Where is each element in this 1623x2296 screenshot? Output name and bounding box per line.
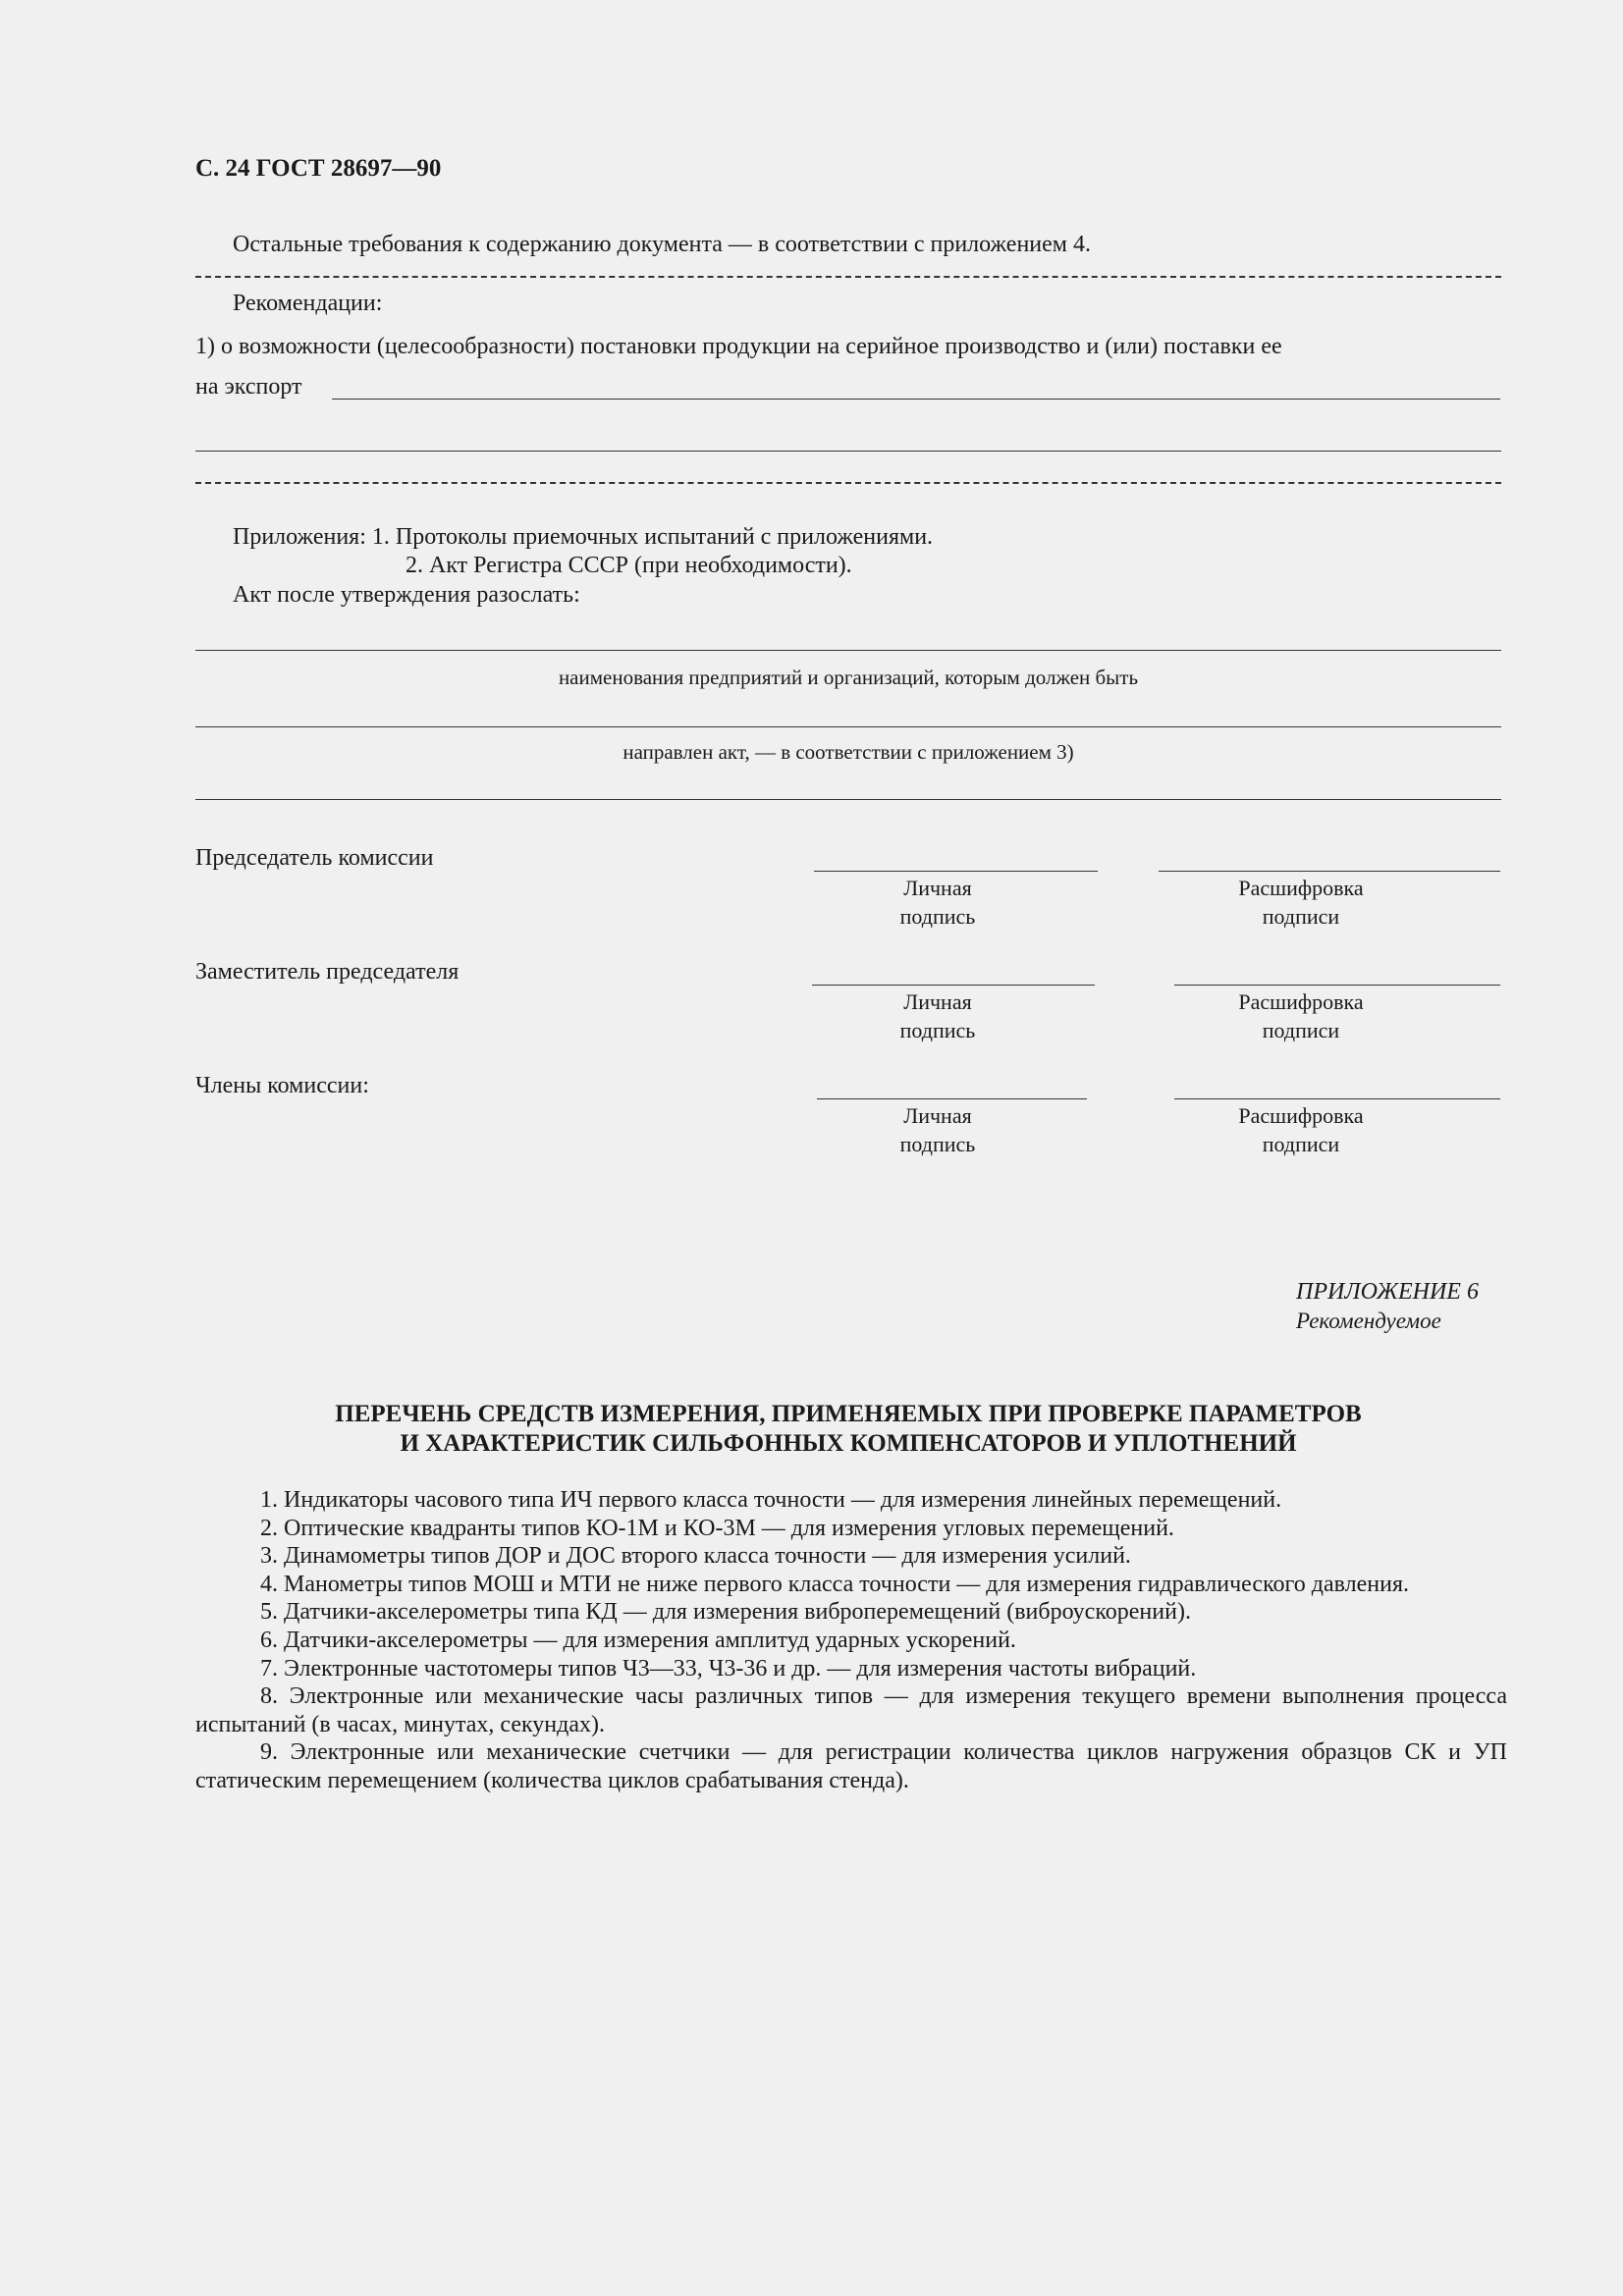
signature-line	[812, 985, 1095, 986]
list-item: 4. Манометры типов МОШ и МТИ не ниже первого класса точности — для измерения гидравлического давления.	[260, 1571, 1409, 1597]
signature-caption: Личная подпись	[899, 876, 976, 929]
line-caption: направлен акт, — в соответствии с приложением 3)	[622, 740, 1074, 764]
list-item: 5. Датчики-акселерометры типа КД — для измерения виброперемещений (виброускорений).	[260, 1599, 1191, 1626]
list-item: 2. Оптические квадранты типов КО-1М и КО-3М — для измерения угловых перемещений.	[260, 1515, 1174, 1541]
distribution-label: Акт после утверждения разослать:	[233, 582, 580, 608]
decode-caption: Расшифровка подписи	[1238, 989, 1364, 1042]
fill-in-line	[195, 726, 1501, 727]
signature-role: Заместитель председателя	[195, 959, 460, 985]
list-item: 7. Электронные частотомеры типов Ч3—33, Ч3-36 и др. — для измерения частоты вибраций.	[260, 1655, 1197, 1682]
decode-line	[1174, 985, 1500, 986]
recommendation-item-line2: на экспорт	[195, 374, 302, 400]
dashed-divider	[195, 276, 1501, 278]
appendix-title: ПРИЛОЖЕНИЕ 6	[1296, 1279, 1479, 1305]
attachments-label: Приложения: 1. Протоколы приемочных испытаний с приложениями.	[233, 524, 934, 550]
decode-caption: Расшифровка подписи	[1238, 1103, 1364, 1156]
fill-in-line	[332, 399, 1500, 400]
signature-caption: Личная подпись	[899, 1103, 976, 1156]
list-item: 6. Датчики-акселерометры — для измерения амплитуд ударных ускорений.	[260, 1627, 1016, 1653]
signature-caption: Личная подпись	[899, 989, 976, 1042]
decode-line	[1174, 1098, 1500, 1099]
recommendation-item-line1: 1) о возможности (целесообразности) постановки продукции на серийное производство и (или) поставки ее	[195, 334, 1282, 359]
intro-text: Остальные требования к содержанию документа — в соответствии с приложением 4.	[233, 232, 1091, 257]
decode-line	[1159, 871, 1500, 872]
fill-in-line	[195, 650, 1501, 651]
signature-role: Председатель комиссии	[195, 845, 434, 871]
appendix-status: Рекомендуемое	[1296, 1308, 1441, 1333]
appendix-heading: ПЕРЕЧЕНЬ СРЕДСТВ ИЗМЕРЕНИЯ, ПРИМЕНЯЕМЫХ ПРИ ПРОВЕРКЕ ПАРАМЕТРОВ И ХАРАКТЕРИСТИК СИЛЬФОННЫХ КОМПЕНСАТОРОВ И УПЛОТНЕНИЙ	[335, 1401, 1362, 1457]
line-caption: наименования предприятий и организаций, которым должен быть	[558, 666, 1139, 689]
list-item: 9. Электронные или механические счетчики — для регистрации количества циклов нагружения образцов СК и УП статическим перемещением (количества циклов срабатывания стенда).	[195, 1739, 1507, 1793]
list-item: 1. Индикаторы часового типа ИЧ первого класса точности — для измерения линейных перемещений.	[260, 1487, 1282, 1513]
fill-in-line	[195, 451, 1501, 452]
fill-in-line	[195, 799, 1501, 800]
measurement-tools-list	[195, 1486, 1507, 1795]
signature-line	[814, 871, 1098, 872]
signature-role: Члены комиссии:	[195, 1073, 369, 1098]
decode-caption: Расшифровка подписи	[1238, 876, 1364, 929]
attachment-item-2: 2. Акт Регистра СССР (при необходимости).	[406, 553, 852, 578]
list-item: 8. Электронные или механические часы различных типов — для измерения текущего времени выполнения процесса испытаний (в часах, минутах, секундах).	[195, 1683, 1507, 1737]
page-header: С. 24 ГОСТ 28697—90	[195, 155, 442, 182]
recommendations-label: Рекомендации:	[233, 291, 383, 316]
list-item: 3. Динамометры типов ДОР и ДОС второго класса точности — для измерения усилий.	[260, 1543, 1131, 1570]
dashed-divider	[195, 482, 1501, 484]
signature-line	[817, 1098, 1087, 1099]
